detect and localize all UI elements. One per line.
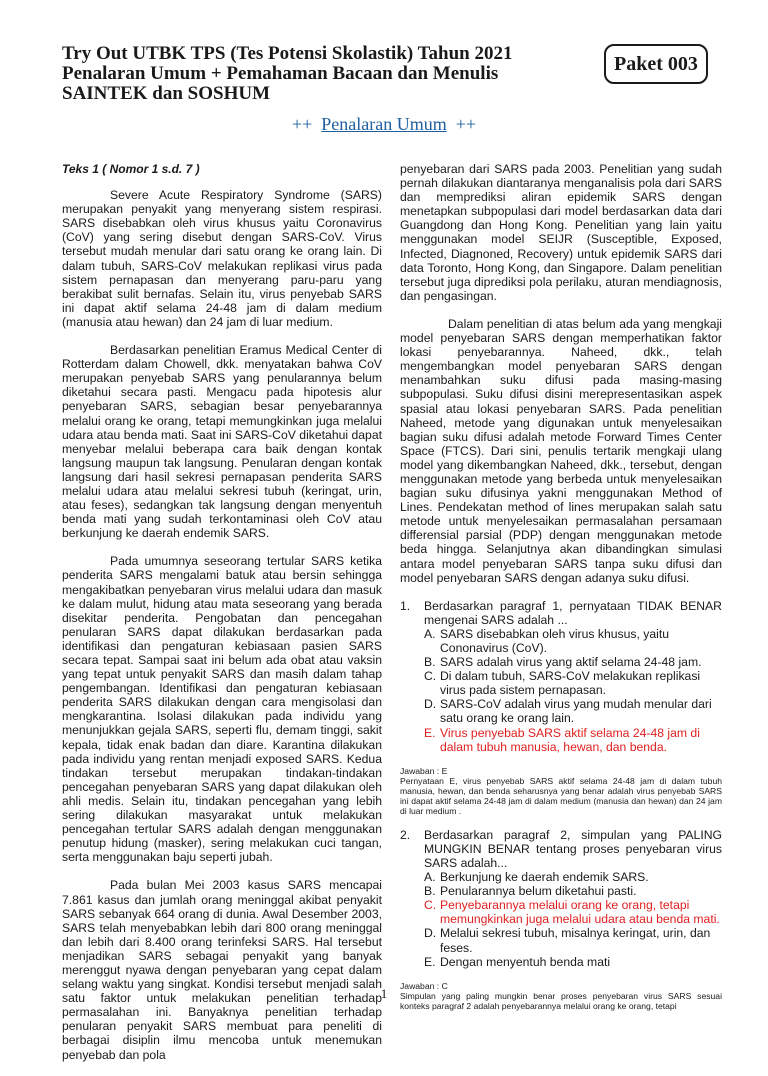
section-suffix: ++ (455, 114, 477, 134)
option-text: SARS-CoV adalah virus yang mudah menular dari satu orang ke orang lain. (440, 697, 712, 726)
question-stem: Berdasarkan paragraf 2, simpulan yang PALING MUNGKIN BENAR tentang proses penyebaran virus SARS adalah... (424, 827, 722, 870)
answer-key: Jawaban : E (400, 765, 448, 776)
paragraph: Pada umumnya seseorang tertular SARS ketika penderita SARS mengalami batuk atau bersin sehingga mengakibatkan penyebaran virus melalui udara dan masuk ke dalam mulut, hidung atau mata seseorang yang berada disekitar penderita. Pengobatan dan pencegahan penularan SARS dapat dilakukan berdasarkan pada identifikasi dan pengaturan kebiasaan pasien SARS secara tepat. Sampai saat ini belum ada obat atau vaksin yang tepat untuk penyakit SARS dan masih dalam tahap pengembangan. Identifikasi dan pengaturan kebiasaan penderita SARS dilakukan dengan cara mengisolasi dan mengkarantina. Isolasi dilakukan pada individu yang menunjukkan gejala SARS, seperti flu, demam tinggi, sakit kepala, tidak enak badan dan diare. Karantina dilakukan pada individu yang rentan menjadi exposed SARS. Kedua tindakan tersebut merupakan tindakan-tindakan pencegahan penyebaran SARS yang dapat dilakukan oleh ahli medis. Selain itu, tindakan pencegahan yang lebih sering dilakukan masyarakat untuk melakukan pencegahan tertular SARS adalah dengan menggunakan penutup hidung (masker), sering melakukan cuci tangan, serta menggunakan baju seperti jubah. (62, 554, 382, 865)
paragraph: penyebaran dari SARS pada 2003. Penelitian yang sudah pernah dilakukan diantaranya menganalisis pola dari SARS dan memprediksi aliran epidemik SARS dengan menetapkan subpopulasi dari model berdasarkan data dari Guangdong dan Hong Kong. Penelitian yang lain yaitu menggunakan model SEIJR (Susceptible, Exposed, Infected, Diagnoned, Recovery) untuk epidemik SARS dari data Toronto, Hong Kong, dan Singapore. Dalam penelitian tersebut juga diprediksi pola perilaku, aturan mendiagnosis, dan pengasingan. (400, 162, 722, 303)
paragraph: Dalam penelitian di atas belum ada yang mengkaji model penyebaran SARS dengan memperhatikan faktor lokasi penyebarannya. Naheed, dkk., telah mengembangkan model penyebaran SARS dengan menambahkan suku difusi pada masing-masing subpopulasi. Suku difusi disini merepresentasikan aspek spasial atau lokasi penyebaran SARS. Pada penelitian Naheed, metode yang digunakan untuk menyelesaikan bagian suku difusi adalah metode Forward Times Center Space (FTCS). Dari sini, penulis tertarik mengkaji ulang model yang dikembangkan Naheed, dkk., tersebut, dengan menggunakan metode yang berbeda untuk menyelesaikan bagian suku difusinya yakni menggunakan Method of Lines. Pendekatan method of lines merupakan salah satu metode untuk menyelesaikan permasalahan persamaan differensial parsial (PDP) dengan menggunakan metode beda hingga. Selanjutnya akan dibandingkan simulasi antara model penyebaran SARS tanpa suku difusi dan model penyebaran SARS dengan adanya suku difusi. (400, 316, 722, 585)
option-letter: B. (424, 655, 436, 670)
option-e-correct[interactable] (424, 726, 722, 754)
question-2 (400, 828, 722, 1011)
option-letter: C. (424, 669, 437, 684)
header-category: SAINTEK dan SOSHUM (62, 83, 271, 104)
option-list (424, 870, 722, 969)
answer-explanation: Pernyataan E, virus penyebab SARS aktif selama 24-48 jam di dalam tubuh manusia, hewan, dan benda seharusnya yang benar adalah virus penyebab SARS ini dapat aktif selama 24-48 jam di dalam medium (manusia dan hewan) dan 24 jam di luar medium . (400, 775, 722, 816)
option-letter: A. (424, 626, 436, 641)
question-1 (400, 599, 722, 816)
text-title: Teks 1 ( Nomor 1 s.d. 7 ) (62, 162, 200, 176)
option-text: Virus penyebab SARS aktif selama 24-48 jam di dalam tubuh manusia, hewan, dan benda. (440, 725, 700, 754)
option-letter: C. (424, 898, 437, 913)
option-a[interactable] (424, 870, 722, 884)
section-name-link[interactable]: Penalaran Umum (321, 114, 447, 134)
option-c[interactable] (424, 669, 722, 697)
paket-badge: Paket 003 (604, 44, 708, 84)
option-letter: E. (424, 954, 436, 969)
answer-explanation: Simpulan yang paling mungkin benar proses penyebaran virus SARS sesuai konteks paragraf 2 adalah penyebarannya melalui orang ke orang, tetapi (400, 990, 722, 1011)
header-subtitle: Penalaran Umum + Pemahaman Bacaan dan Menulis (62, 63, 499, 84)
paragraph: Severe Acute Respiratory Syndrome (SARS) merupakan penyakit yang menyerang sistem respirasi. SARS disebabkan oleh virus khusus yaitu Coronavirus (CoV) yang sering disebut dengan SARS-CoV. Virus tersebut mudah menular dari satu orang ke orang lain. Di dalam tubuh, SARS-CoV melakukan replikasi virus pada sistem pernapasan dan menyerang paru-paru yang berakibat sulit bernafas. Selain itu, virus penyebab SARS ini dapat aktif selama 24-48 jam di dalam medium (manusia atau hewan) dan 24 jam di luar medium. (62, 188, 382, 329)
option-d[interactable] (424, 926, 722, 954)
option-letter: A. (424, 870, 436, 885)
option-text: Penyebarannya melalui orang ke orang, tetapi memungkinkan juga melalui udara atau benda mati. (440, 898, 720, 927)
option-d[interactable] (424, 697, 722, 725)
option-e[interactable] (424, 955, 722, 969)
question-number: 2. (400, 827, 411, 842)
option-text: SARS disebabkan oleh virus khusus, yaitu Cononavirus (CoV). (440, 626, 669, 655)
right-column (400, 162, 722, 1023)
option-b[interactable] (424, 884, 722, 898)
option-text: Melalui sekresi tubuh, misalnya keringat, urin, dan feses. (440, 926, 711, 955)
paragraph: Pada bulan Mei 2003 kasus SARS mencapai 7.861 kasus dan jumlah orang meninggal akibat penyakit SARS sebanyak 664 orang di dunia. Awal Desember 2003, SARS telah menyebabkan lebih dari 800 orang meninggal dan lebih dari 8.400 orang terinfeksi SARS. Hal tersebut menjadikan SARS sebagai penyakit yang banyak merenggut nyawa dengan penyebaran yang cepat dalam selang waktu yang singkat. Kondisi tersebut menjadi salah satu faktor untuk melakukan penelitian terhadap permasalahan ini. Banyaknya penelitian terhadap penularan penyakit SARS membuat para peneliti di berbagai disiplin ilmu mencoba untuk menemukan penyebab dan pola (62, 878, 382, 1062)
option-letter: B. (424, 884, 436, 899)
answer-key: Jawaban : C (400, 980, 448, 991)
option-b[interactable] (424, 655, 722, 669)
document-header (62, 44, 622, 104)
section-prefix: ++ (291, 114, 313, 134)
question-stem: Berdasarkan paragraf 1, pernyataan TIDAK BENAR mengenai SARS adalah ... (424, 598, 722, 627)
question-number: 1. (400, 598, 411, 613)
section-title (0, 114, 768, 135)
answer-block (400, 766, 722, 816)
option-text: SARS adalah virus yang aktif selama 24-48 jam. (440, 655, 702, 670)
option-letter: D. (424, 926, 437, 941)
header-title: Try Out UTBK TPS (Tes Potensi Skolastik) Tahun 2021 (62, 43, 513, 64)
option-letter: D. (424, 697, 437, 712)
paragraph: Berdasarkan penelitian Eramus Medical Center di Rotterdam dalam Chowell, dkk. menyatakan bahwa CoV merupakan penyebab SARS yang penularannya belum diketahui secara pasti. Mengacu pada hipotesis alur penyebaran SARS, sebagian besar penyebarannya melalui orang ke orang, tetapi memungkinkan juga melalui udara atau benda mati. Saat ini SARS-CoV diketahui dapat menyebar melalui beberapa cara baik dengan kontak langsung maupun tak langsung. Penularan dengan kontak langsung dari hasil sekresi pernapasan penderita SARS melalui udara atau melalui sekresi tubuh (keringat, urin, atau feses), sedangkan tak langsung dengan menyentuh benda mati yang sudah terkontaminasi oleh CoV atau berkunjung ke daerah endemik SARS. (62, 343, 382, 541)
option-text: Penularannya belum diketahui pasti. (440, 884, 637, 899)
page-number: 1 (380, 986, 388, 1001)
left-column (62, 162, 382, 1076)
option-list (424, 627, 722, 754)
option-text: Berkunjung ke daerah endemik SARS. (440, 870, 649, 885)
option-c-correct[interactable] (424, 898, 722, 926)
option-text: Di dalam tubuh, SARS-CoV melakukan replikasi virus pada sistem pernapasan. (440, 669, 701, 698)
option-a[interactable] (424, 627, 722, 655)
option-text: Dengan menyentuh benda mati (440, 954, 611, 969)
option-letter: E. (424, 725, 436, 740)
